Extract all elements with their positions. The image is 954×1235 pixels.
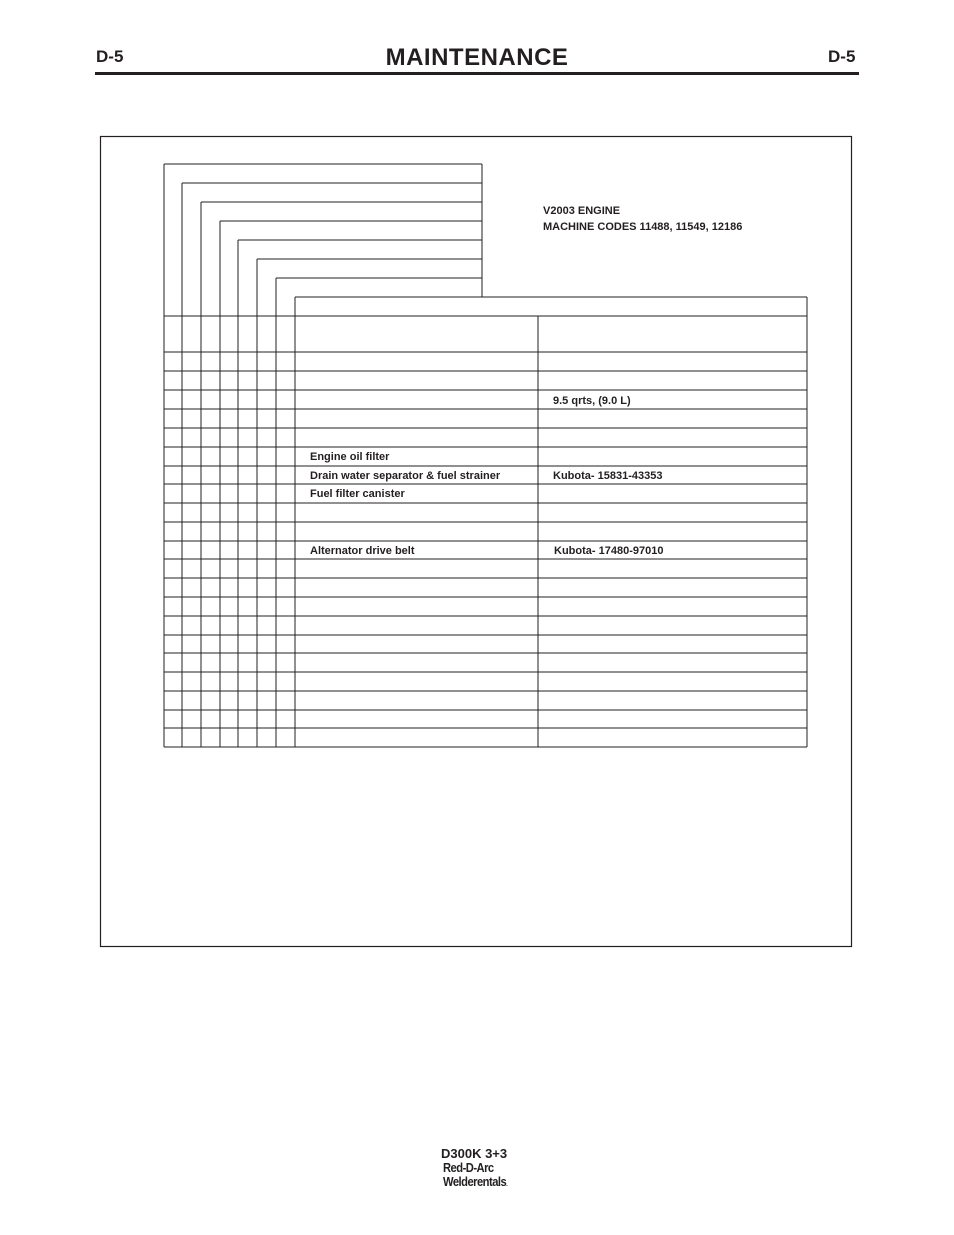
drain-water-separator-cell: Drain water separator & fuel strainer (310, 470, 501, 482)
separator-part-cell: Kubota- 15831-43353 (553, 470, 663, 482)
section-number-right: D-5 (828, 47, 856, 66)
engine-oil-filter-cell: Engine oil filter (310, 451, 390, 463)
logo-line-2: Welderentals (443, 1174, 507, 1189)
alternator-drive-belt-cell: Alternator drive belt (310, 545, 415, 557)
logo-line-1: Red-D-Arc (443, 1160, 494, 1175)
oil-capacity-cell: 9.5 qrts, (9.0 L) (553, 395, 631, 407)
company-logo (443, 1161, 533, 1193)
fuel-filter-canister-cell: Fuel filter canister (310, 488, 405, 500)
belt-part-cell: Kubota- 17480-97010 (554, 545, 664, 557)
model-name: D300K 3+3 (441, 1146, 508, 1161)
logo-mark: . (506, 1182, 508, 1188)
schedule-grid (164, 164, 807, 747)
machine-codes-label: MACHINE CODES 11488, 11549, 12186 (543, 221, 743, 233)
page-title: MAINTENANCE (385, 44, 569, 71)
section-number-left: D-5 (96, 47, 124, 66)
engine-model-label: V2003 ENGINE (543, 205, 621, 217)
